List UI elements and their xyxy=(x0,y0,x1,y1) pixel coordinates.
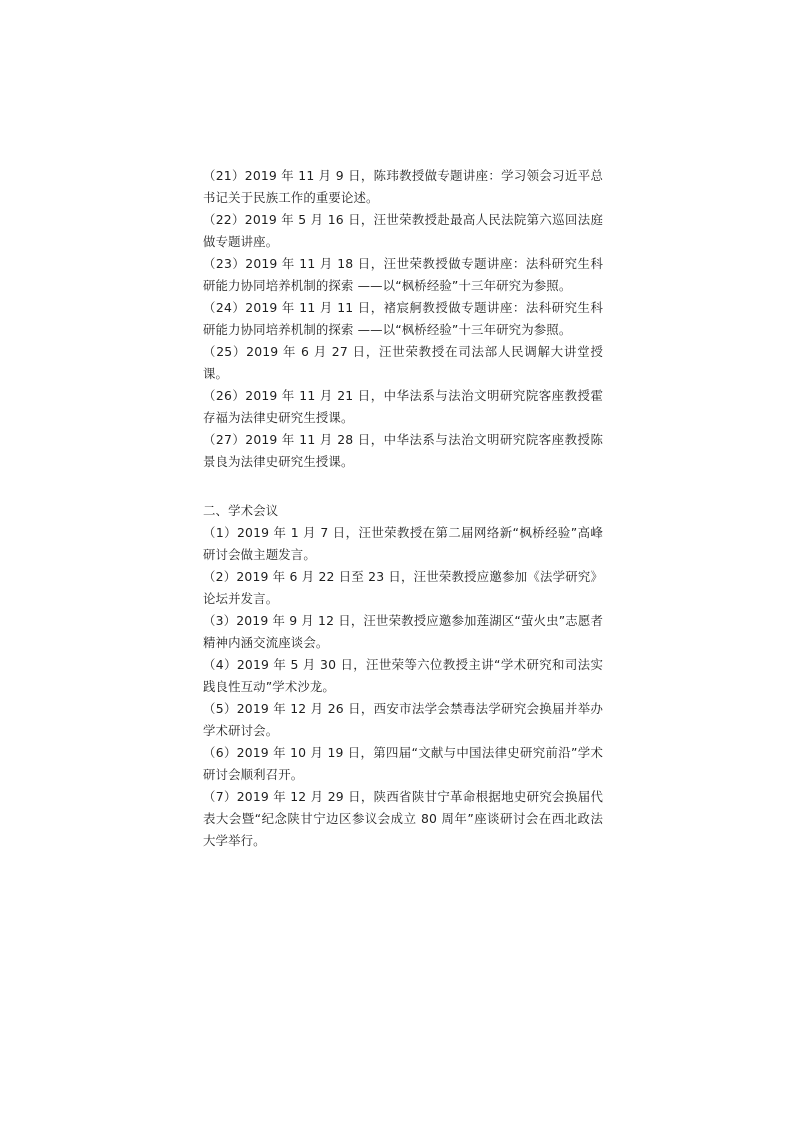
lecture-item-22: （22）2019 年 5 月 16 日，汪世荣教授赴最高人民法院第六巡回法庭做专题讲座。 xyxy=(203,212,603,249)
conference-item-2: （2）2019 年 6 月 22 日至 23 日，汪世荣教授应邀参加《法学研究》论坛并发言。 xyxy=(203,569,603,606)
conference-item-5: （5）2019 年 12 月 26 日，西安市法学会禁毒法学研究会换届并举办学术研讨会。 xyxy=(203,701,603,738)
lecture-item-23: （23）2019 年 11 月 18 日，汪世荣教授做专题讲座：法科研究生科研能力协同培养机制的探索 ——以“枫桥经验”十三年研究为参照。 xyxy=(203,256,603,293)
conference-item-6: （6）2019 年 10 月 19 日，第四届“文献与中国法律史研究前沿”学术研讨会顺利召开。 xyxy=(203,745,603,782)
lecture-item-24: （24）2019 年 11 月 11 日，褚宸舸教授做专题讲座：法科研究生科研能力协同培养机制的探索 ——以“枫桥经验”十三年研究为参照。 xyxy=(203,300,603,337)
lecture-item-21: （21）2019 年 11 月 9 日，陈玮教授做专题讲座：学习领会习近平总书记关于民族工作的重要论述。 xyxy=(203,168,603,205)
lecture-item-25: （25）2019 年 6 月 27 日，汪世荣教授在司法部人民调解大讲堂授课。 xyxy=(203,344,603,381)
conference-item-4: （4）2019 年 5 月 30 日，汪世荣等六位教授主讲“学术研究和司法实践良性互动”学术沙龙。 xyxy=(203,657,603,694)
conference-item-3: （3）2019 年 9 月 12 日，汪世荣教授应邀参加莲湖区“萤火虫”志愿者精神内涵交流座谈会。 xyxy=(203,613,603,650)
lecture-item-27: （27）2019 年 11 月 28 日，中华法系与法治文明研究院客座教授陈景良为法律史研究生授课。 xyxy=(203,432,603,469)
page-content xyxy=(203,165,603,852)
section-heading-academic-conferences: 二、学术会议 xyxy=(203,503,279,518)
conference-item-1: （1）2019 年 1 月 7 日，汪世荣教授在第二届网络新“枫桥经验”高峰研讨会做主题发言。 xyxy=(203,525,603,562)
conference-item-7: （7）2019 年 12 月 29 日，陕西省陕甘宁革命根据地史研究会换届代表大会暨“纪念陕甘宁边区参议会成立 80 周年”座谈研讨会在西北政法大学举行。 xyxy=(203,789,603,848)
lecture-item-26: （26）2019 年 11 月 21 日，中华法系与法治文明研究院客座教授霍存福为法律史研究生授课。 xyxy=(203,388,603,425)
